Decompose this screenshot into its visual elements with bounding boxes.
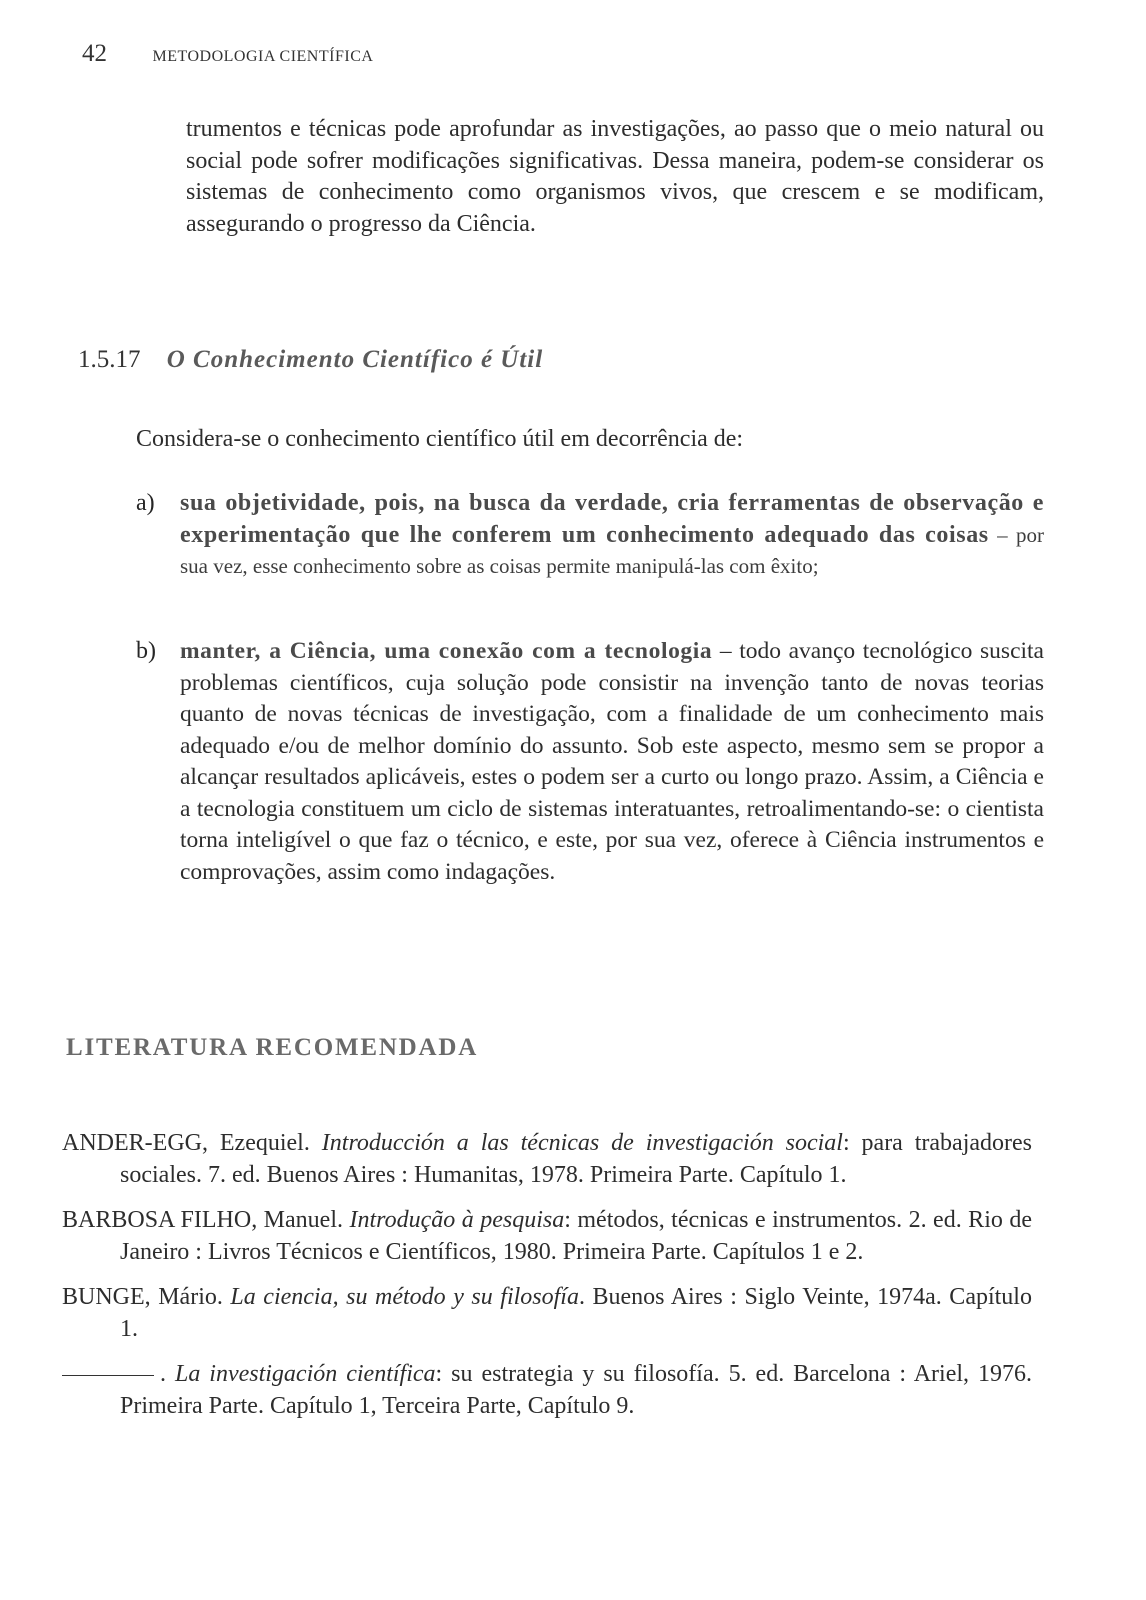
list-item-label: b) (136, 638, 156, 664)
reference-author: . (160, 1361, 166, 1387)
reference-entry (62, 1359, 1032, 1422)
reference-author: BARBOSA FILHO, Manuel. (62, 1207, 343, 1233)
reference-title: Introdução à pesquisa (349, 1207, 565, 1233)
section-intro: Considera-se o conhecimento científico útil em decorrência de: (136, 426, 744, 452)
reference-details: : métodos, técnicas e instrumentos. 2. ed. Rio de Janeiro : Livros Técnicos e Científicos, 1980. Primeira Parte. Capítulos 1 e 2. (120, 1207, 1032, 1265)
repeat-author-dash (62, 1375, 154, 1376)
list-item-body (180, 636, 1044, 888)
list-item-bold-text: sua objetividade, pois, na busca da verdade, cria ferramentas de observação e experimentação que lhe conferem um conhecimento adequado das coisas (180, 490, 1044, 548)
page-number: 42 (82, 40, 107, 67)
reference-entry (62, 1128, 1032, 1191)
reference-title: La investigación científica (174, 1361, 436, 1387)
reference-entry (62, 1282, 1032, 1345)
section-heading (78, 346, 543, 374)
reference-author: BUNGE, Mário. (62, 1284, 223, 1310)
list-item-b (136, 636, 1044, 888)
list-item-label: a) (136, 490, 155, 516)
list-item-body (180, 488, 1044, 583)
list-item-a (136, 488, 1044, 583)
reference-author: ANDER-EGG, Ezequiel. (62, 1130, 310, 1156)
list-item-bold-text: manter, a Ciência, uma conexão com a tecnologia (180, 638, 713, 664)
reference-title: La ciencia, su método y su filosofía (230, 1284, 579, 1310)
list-item-text: – por sua vez, esse conhecimento sobre as coisas permite manipulá-las com êxito; (180, 522, 1044, 578)
reference-list (62, 1128, 1032, 1436)
continuation-paragraph: trumentos e técnicas pode aprofundar as investigações, ao passo que o meio natural ou social pode sofrer modificações significativas. Dessa maneira, podem-se considerar os sistemas de conhecimento como organismos vivos, que crescem e se modificam, assegurando o progresso da Ciência. (186, 116, 1044, 237)
reference-entry (62, 1205, 1032, 1268)
reference-details: . Buenos Aires : Siglo Veinte, 1974a. Capítulo 1. (120, 1284, 1032, 1342)
reference-details: : para trabajadores sociales. 7. ed. Buenos Aires : Humanitas, 1978. Primeira Parte. Capítulo 1. (120, 1130, 1033, 1188)
page-header (82, 40, 373, 68)
section-title: O Conhecimento Científico é Útil (166, 346, 544, 373)
literature-heading: LITERATURA RECOMENDADA (66, 1034, 479, 1061)
list-item-text: – todo avanço tecnológico suscita problemas científicos, cuja solução pode consistir na invenção tanto de novas teorias quanto de novas técnicas de investigação, com a finalidade de um conhecimento mais adequado e/ou de melhor domínio do assunto. Sob este aspecto, mesmo sem se propor a alcançar resultados aplicáveis, estes o podem ser a curto ou longo prazo. Assim, a Ciência e a tecnologia constituem um ciclo de sistemas interatuantes, retroalimentando-se: o cientista torna inteligível o que faz o técnico, e este, por sua vez, oferece à Ciência instrumentos e comprovações, assim como indagações. (180, 638, 1044, 885)
section-number: 1.5.17 (78, 346, 141, 373)
reference-title: Introducción a las técnicas de investigación social (321, 1130, 843, 1156)
reference-details: : su estrategia y su filosofía. 5. ed. Barcelona : Ariel, 1976. Primeira Parte. Capítulo 1, Terceira Parte, Capítulo 9. (120, 1361, 1032, 1419)
running-title: METODOLOGIA CIENTÍFICA (152, 48, 374, 65)
